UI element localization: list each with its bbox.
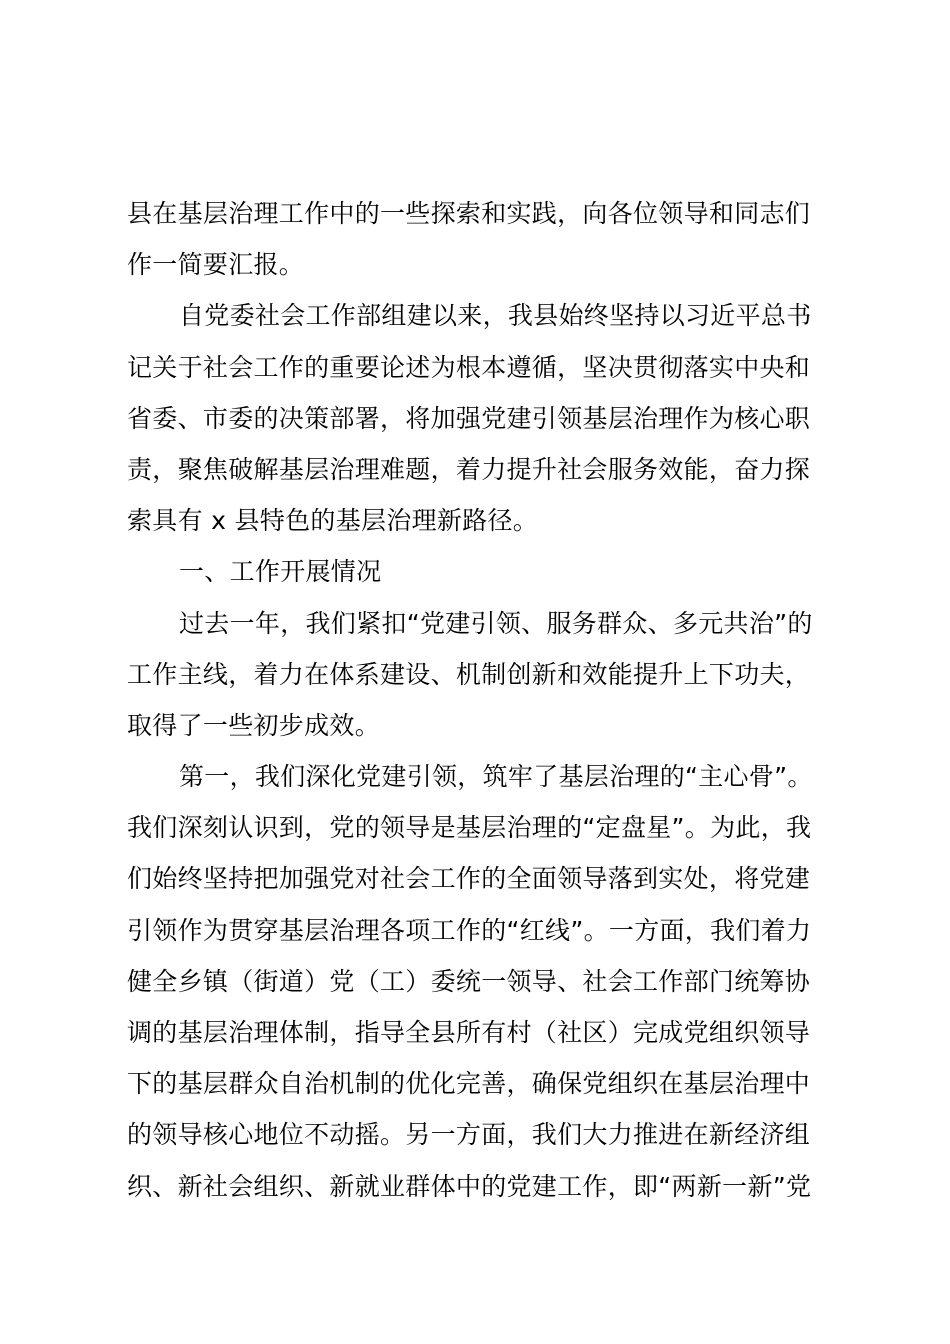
text-line: 责，聚焦破解基层治理难题，着力提升社会服务效能，奋力探 — [127, 454, 811, 484]
text-line: 县在基层治理工作中的一些探索和实践，向各位领导和同志们 — [127, 199, 811, 228]
text-line: 我们深刻认识到，党的领导是基层治理的“定盘星”。为此，我 — [127, 813, 812, 843]
paragraph-start-line: 第一，我们深化党建引领，筑牢了基层治理的“主心骨”。 — [179, 762, 813, 792]
text-line: 织、新社会组织、新就业群体中的党建工作，即“两新一新”党 — [127, 1171, 812, 1201]
text-line: 健全乡镇（街道）党（工）委统一领导、社会工作部门统筹协 — [127, 966, 811, 996]
text-line: 调的基层治理体制，指导全县所有村（社区）完成党组织领导 — [127, 1018, 811, 1047]
text-line: 引领作为贯穿基层治理各项工作的“红线”。一方面，我们着力 — [127, 915, 812, 945]
document-body — [127, 188, 827, 1212]
text-line: 的领导核心地位不动摇。另一方面，我们大力推进在新经济组 — [127, 1120, 811, 1150]
paragraph-start-line: 过去一年，我们紧扣“党建引领、服务群众、多元共治”的 — [179, 608, 813, 638]
text-line: 索具有 x 县特色的基层治理新路径。 — [127, 506, 539, 536]
section-heading: 一、工作开展情况 — [179, 557, 382, 587]
text-line: 工作主线，着力在体系建设、机制创新和效能提升上下功夫， — [127, 659, 811, 689]
text-line: 作一简要汇报。 — [127, 250, 305, 280]
text-line: 取得了一些初步成效。 — [127, 710, 381, 740]
text-line: 下的基层群众自治机制的优化完善，确保党组织在基层治理中 — [127, 1069, 811, 1099]
text-line: 省委、市委的决策部署，将加强党建引领基层治理作为核心职 — [127, 403, 811, 433]
text-line: 们始终坚持把加强党对社会工作的全面领导落到实处，将党建 — [127, 864, 811, 894]
text-line: 记关于社会工作的重要论述为根本遵循，坚决贯彻落实中央和 — [127, 352, 811, 382]
paragraph-start-line: 自党委社会工作部组建以来，我县始终坚持以习近平总书 — [179, 301, 812, 331]
